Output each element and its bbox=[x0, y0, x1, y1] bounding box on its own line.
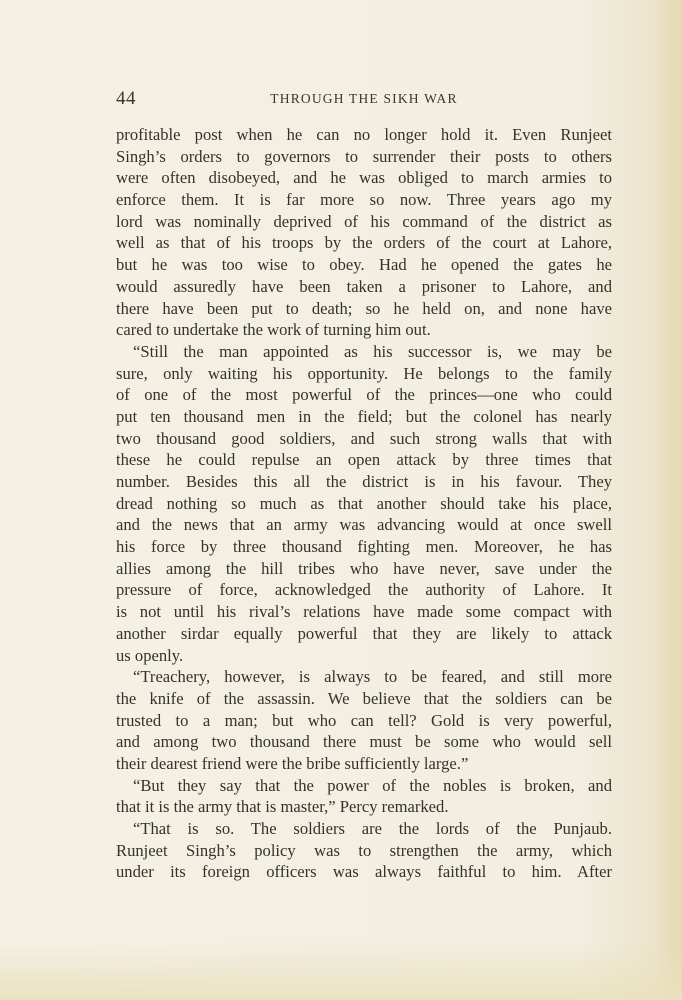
text-line: “Treachery, however, is always to be feared, and still more bbox=[133, 667, 612, 687]
text-line: trusted to a man; but who can tell? Gold is very powerful, bbox=[116, 710, 612, 730]
text-line: under its foreign officers was always faithful to him. After bbox=[116, 862, 612, 882]
text-line: dread nothing so much as that another should take his place, bbox=[116, 493, 612, 513]
text-line: the knife of the assassin. We believe that the soldiers can be bbox=[116, 688, 612, 708]
text-line: Singh’s orders to governors to surrender their posts to others bbox=[116, 146, 612, 166]
text-line: well as that of his troops by the orders of the court at Lahore, bbox=[116, 233, 612, 253]
text-line: his force by three thousand fighting men. Moreover, he has bbox=[116, 537, 612, 557]
text-line: their dearest friend were the bribe sufficiently large.” bbox=[116, 753, 469, 773]
text-line: Runjeet Singh’s policy was to strengthen the army, which bbox=[116, 840, 612, 860]
text-line: there have been put to death; so he held on, and none have bbox=[116, 298, 612, 318]
text-line: two thousand good soldiers, and such strong walls that with bbox=[116, 428, 612, 448]
text-line: were often disobeyed, and he was obliged to march armies to bbox=[116, 168, 612, 188]
text-line: number. Besides this all the district is in his favour. They bbox=[116, 472, 612, 491]
text-line: another sirdar equally powerful that they are likely to attack bbox=[116, 623, 612, 643]
text-line: but he was too wise to obey. Had he opened the gates he bbox=[116, 255, 612, 275]
text-line: cared to undertake the work of turning him out. bbox=[116, 320, 431, 340]
text-line: that it is the army that is master,” Percy remarked. bbox=[116, 797, 449, 817]
page-header bbox=[116, 88, 612, 112]
running-title: THROUGH THE SIKH WAR bbox=[270, 91, 458, 106]
text-line: and the news that an army was advancing would at once swell bbox=[116, 515, 612, 535]
text-line: and among two thousand there must be some who would sell bbox=[116, 732, 612, 752]
text-line: profitable post when he can no longer hold it. Even Runjeet bbox=[116, 125, 612, 144]
text-line: “But they say that the power of the nobles is broken, and bbox=[133, 775, 612, 795]
page-edge-shadow bbox=[656, 0, 682, 1000]
text-line: “Still the man appointed as his successor is, we may be bbox=[133, 341, 612, 361]
page-bottom-shadow bbox=[0, 942, 682, 1000]
text-line: is not until his rival’s relations have made some compact with bbox=[116, 602, 612, 622]
page-number: 44 bbox=[116, 88, 136, 109]
text-line: these he could repulse an open attack by three times that bbox=[116, 450, 612, 470]
text-line: us openly. bbox=[116, 645, 184, 665]
text-line: “That is so. The soldiers are the lords of the Punjaub. bbox=[133, 819, 612, 838]
text-line: would assuredly have been taken a prisoner to Lahore, and bbox=[116, 276, 612, 296]
text-line: of one of the most powerful of the princes—one who could bbox=[116, 385, 612, 405]
text-line: pressure of force, acknowledged the authority of Lahore. It bbox=[116, 580, 612, 600]
text-line: enforce them. It is far more so now. Three years ago my bbox=[116, 190, 612, 210]
body-text bbox=[116, 124, 612, 883]
text-line: lord was nominally deprived of his command of the district as bbox=[116, 211, 612, 231]
text-line: allies among the hill tribes who have never, save under the bbox=[116, 558, 612, 578]
text-line: put ten thousand men in the field; but the colonel has nearly bbox=[116, 406, 612, 426]
text-line: sure, only waiting his opportunity. He belongs to the family bbox=[116, 363, 612, 383]
